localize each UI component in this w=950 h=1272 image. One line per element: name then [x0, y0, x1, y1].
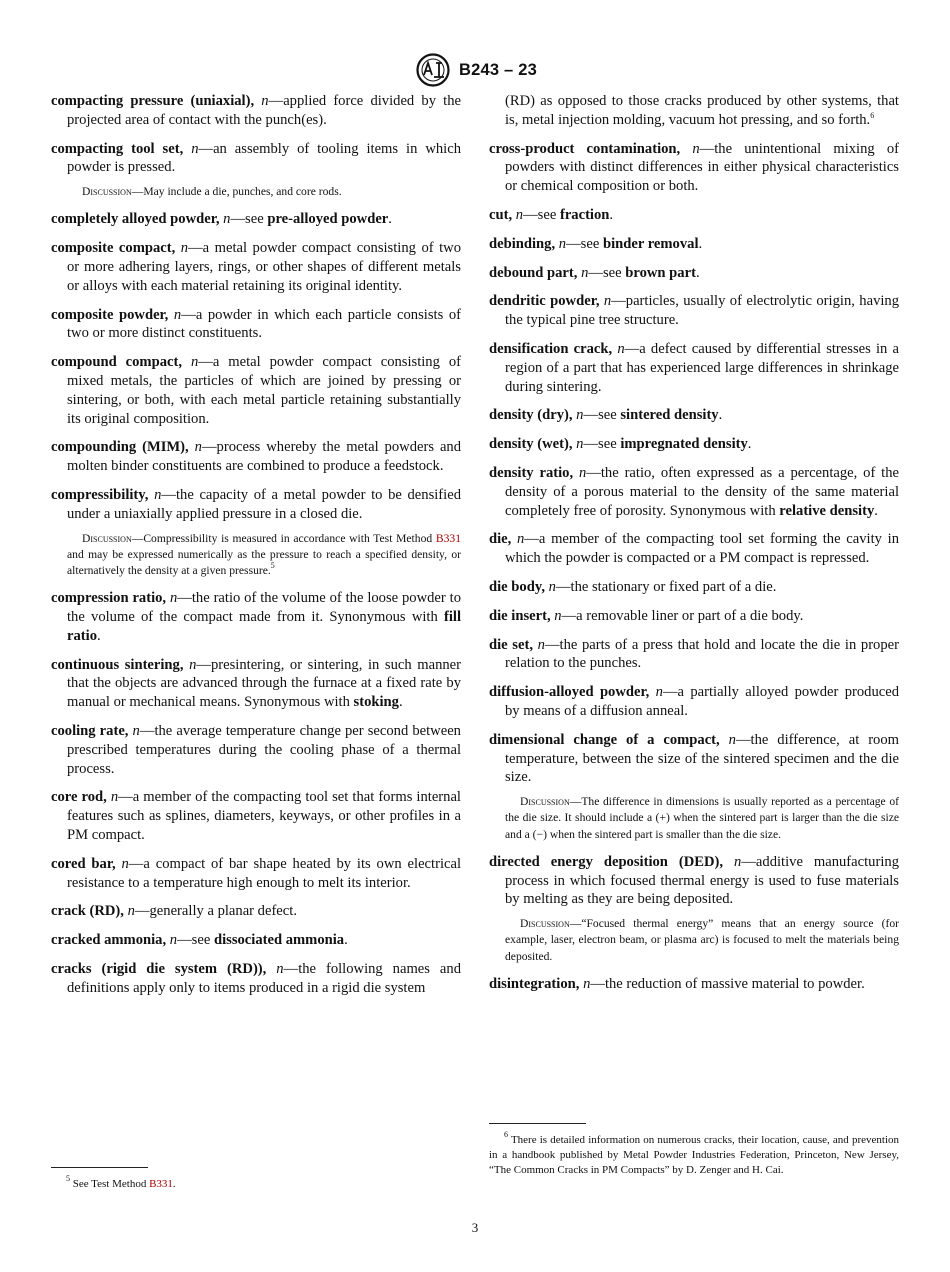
entry-density-wet: density (wet), n—see impregnated density.: [489, 436, 752, 453]
entry-disintegration: disintegration, n—the reduction of massive material to powder.: [489, 975, 865, 992]
footnote-rule-right: [489, 1123, 586, 1124]
discussion-compressibility: Discussion—Compressibility is measured in accordance with Test Method B331 and may be expressed numerically as the pressure to reach a specified density, or alternatively the density at a given pressure.$^5$: [67, 531, 461, 577]
entry-cracks-continued: (RD) as opposed to those cracks produced by other systems, that is, metal injection molding, vacuum hot pressing, and so forth.$^6$: [505, 93, 899, 128]
entry-dendritic-powder: dendritic powder, n—particles, usually of electrolytic origin, having the typical pine tree structure.: [489, 293, 900, 329]
entry-die-body: die body, n—the stationary or fixed part of a die.: [489, 578, 777, 595]
entry-density-dry: density (dry), n—see sintered density.: [489, 407, 723, 424]
entry-die-insert: die insert, n—a removable liner or part of a die body.: [489, 607, 804, 624]
discussion-compacting-tool-set: Discussion—May include a die, punches, and core rods.: [82, 185, 342, 199]
discussion-dimensional-change: Discussion—The difference in dimensions is usually reported as a percentage of the die size. It should include a (+) when the sintered part is larger than the die size and a (−) when the sintered part is smaller than the die size.: [505, 795, 899, 841]
entry-composite-powder: composite powder, n—a powder in which each particle consists of two or more distinct constituents.: [51, 306, 461, 342]
astm-logo-icon: [413, 53, 453, 87]
entry-compression-ratio: compression ratio, n—the ratio of the volume of the loose powder to the volume of the compact made from it. Synonymous with fill ratio.: [51, 590, 461, 644]
entry-compounding-mim: compounding (MIM), n—process whereby the metal powders and molten binder constituents are combined to produce a feedstock.: [51, 439, 462, 475]
entry-crack-rd: crack (RD), n—generally a planar defect.: [51, 903, 297, 920]
entry-continuous-sintering: continuous sintering, n—presintering, or sintering, in such manner that the objects are advanced through the furnace at a fixed rate by manual or mechanical means. Synonymous with stoking.: [51, 656, 461, 711]
entry-debinding: debinding, n—see binder removal.: [489, 235, 703, 252]
entry-die-set: die set, n—the parts of a press that hold and locate the die in proper relation to the punches.: [489, 636, 899, 672]
document-id: B243 – 23: [459, 60, 537, 79]
entry-cracks-rigid-die-system: cracks (rigid die system (RD)), n—the following names and definitions apply only to items produced in a rigid die system: [51, 960, 461, 996]
footnote-6: $^6$ There is detailed information on numerous cracks, their location, cause, and prevention in a handbook published by Metal Powder Industries Federation, Princeton, New Jersey, “The Common Cracks in PM Compacts” by D. Zenger and H. Cai.: [489, 1130, 899, 1176]
entry-compressibility: compressibility, n—the capacity of a metal powder to be densified under a uniaxially applied pressure in a closed die.: [51, 486, 461, 522]
entry-cooling-rate: cooling rate, n—the average temperature change per second between prescribed temperatures during the cooling phase of a thermal process.: [51, 722, 461, 777]
entry-cracked-ammonia: cracked ammonia, n—see dissociated ammonia.: [51, 932, 348, 949]
entry-directed-energy-deposition: directed energy deposition (DED), n—additive manufacturing process in which focused thermal energy is used to fuse materials by melting as they are being deposited.: [489, 853, 899, 908]
page-header: [0, 53, 950, 87]
right-column: [489, 92, 899, 1004]
left-column: [51, 92, 461, 1008]
entry-completely-alloyed-powder: completely alloyed powder, n—see pre-alloyed powder.: [51, 211, 392, 228]
entry-cross-product-contamination: cross-product contamination, n—the unintentional mixing of powders with distinct differences in either physical characteristics or chemical composition or both.: [489, 140, 899, 195]
footnote-rule-left: [51, 1167, 148, 1168]
entry-cut: cut, n—see fraction.: [489, 206, 614, 223]
entry-composite-compact: composite compact, n—a metal powder compact consisting of two or more adhering layers, rings, or other shapes of different metals or alloys with each material retaining its original identity.: [51, 240, 461, 294]
footnote-5: $^5$ See Test Method B331.: [66, 1174, 176, 1190]
entry-debound-part: debound part, n—see brown part.: [489, 264, 700, 281]
footnote-ref-5[interactable]: 5: [270, 560, 275, 570]
entry-die: die, n—a member of the compacting tool set forming the cavity in which the powder is compacted or a PM compact is repressed.: [489, 531, 899, 567]
entry-diffusion-alloyed-powder: diffusion-alloyed powder, n—a partially alloyed powder produced by means of a diffusion anneal.: [489, 684, 899, 719]
entry-compacting-tool-set: compacting tool set, n—an assembly of tooling items in which powder is pressed.: [51, 140, 462, 176]
footnote-link-b331[interactable]: B331: [149, 1178, 173, 1190]
page-number: 3: [471, 1220, 479, 1235]
discussion-directed-energy-deposition: Discussion—“Focused thermal energy” means that an energy source (for example, laser, electron beam, or plasma arc) is focused to melt the materials being deposited.: [505, 917, 899, 963]
entry-core-rod: core rod, n—a member of the compacting tool set that forms internal features such as splines, diameters, keyways, or other profiles in a PM compact.: [51, 789, 461, 843]
entry-compound-compact: compound compact, n—a metal powder compact consisting of mixed metals, the particles of which are joined by pressing or sintering, or both, with each metal particle retaining substantially its original composition.: [51, 354, 462, 427]
entry-densification-crack: densification crack, n—a defect caused by differential stresses in a region of a part that has experienced large differences in shrinkage during sintering.: [489, 340, 900, 395]
footnote-ref-6[interactable]: 6: [870, 110, 875, 120]
entry-density-ratio: density ratio, n—the ratio, often expressed as a percentage, of the density of a porous material to the density of the same material completely free of porosity. Synonymous with relative density.: [489, 464, 899, 519]
link-b331[interactable]: B331: [435, 531, 461, 545]
entry-compacting-pressure: compacting pressure (uniaxial), n—applied force divided by the projected area of contact with the punch(es).: [51, 93, 461, 128]
entry-dimensional-change: dimensional change of a compact, n—the difference, at room temperature, between the size of the sintered specimen and the die size.: [489, 731, 899, 786]
entry-cored-bar: cored bar, n—a compact of bar shape heated by its own electrical resistance to a temperature high enough to melt its interior.: [51, 855, 462, 891]
